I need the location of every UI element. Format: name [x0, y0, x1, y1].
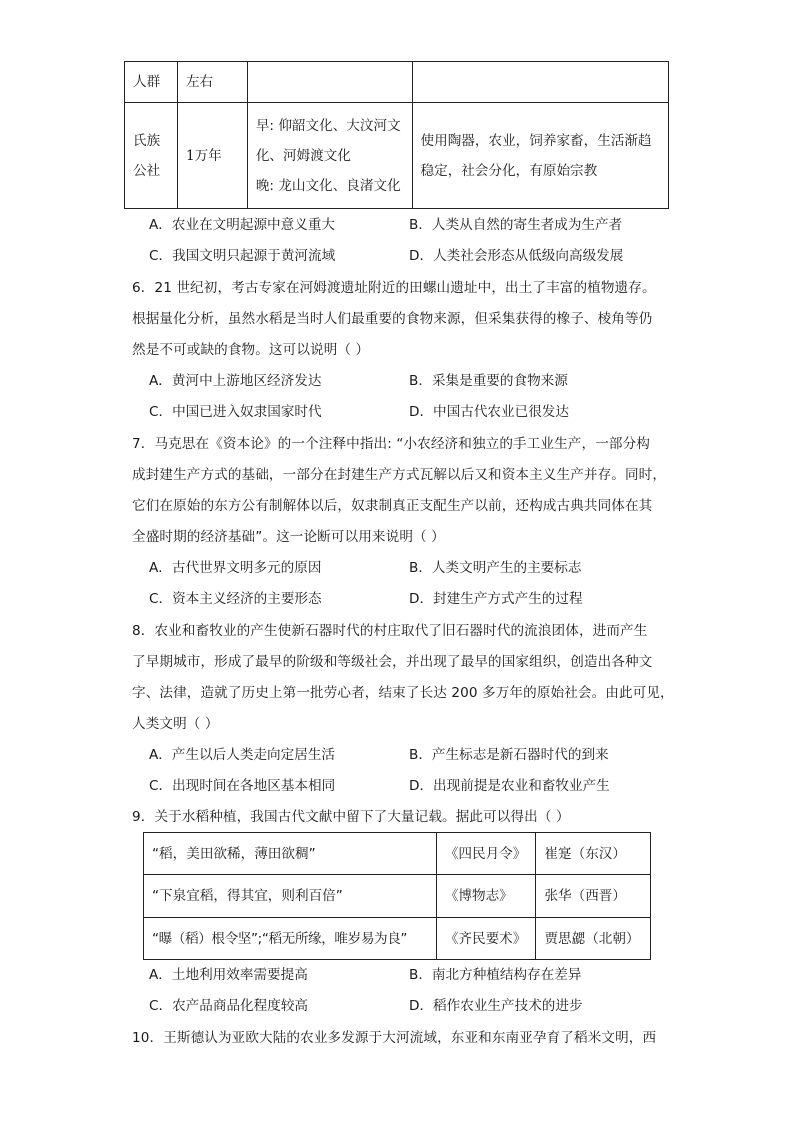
q7-option-d[interactable]: D．封建生产方式产生的过程: [409, 591, 583, 607]
q9-option-d[interactable]: D．稻作农业生产技术的进步: [409, 998, 583, 1014]
q7-option-b[interactable]: B．人类文明产生的主要标志: [409, 560, 582, 576]
table-cell: [412, 62, 668, 103]
q6-stem-line: 6．21 世纪初，考古专家在河姆渡遗址附近的田螺山遗址中，出土了丰富的植物遗存。: [132, 280, 656, 296]
table-cell: 《博物志》: [436, 875, 536, 918]
q8-stem-line: 8．农业和畜牧业的产生使新石器时代的村庄取代了旧石器时代的流浪团体，进而产生: [132, 623, 648, 639]
q6-option-c[interactable]: C．中国已进入奴隶国家时代: [149, 404, 322, 420]
q7-stem-line: 成封建生产方式的基础，一部分在封建生产方式瓦解以后又和资本主义生产并存。同时，: [132, 467, 667, 483]
q9-option-a[interactable]: A．土地利用效率需要提高: [149, 967, 308, 983]
q8-option-b[interactable]: B．产生标志是新石器时代的到来: [409, 747, 609, 763]
q8-stem-line: 了早期城市，形成了最早的阶级和等级社会，并出现了最早的国家组织，创造出各种文: [132, 654, 653, 670]
q8-option-a[interactable]: A．产生以后人类走向定居生活: [149, 747, 336, 763]
q8-option-d[interactable]: D．出现前提是农业和畜牧业产生: [409, 778, 610, 794]
q6-option-b[interactable]: B．采集是重要的食物来源: [409, 373, 568, 389]
table-cell: 人群: [125, 62, 178, 103]
table-cell: 《齐民要术》: [436, 918, 536, 960]
q6-stem-line: 然是不可或缺的食物。这可以说明（ ）: [132, 342, 370, 358]
table-cell: [125, 103, 178, 209]
table-cell: “稻，美田欲稀，薄田欲稠”: [144, 833, 437, 875]
q5-option-c[interactable]: C．我国文明只起源于黄河流域: [149, 248, 336, 264]
table-cell: 崔寔（东汉）: [536, 833, 651, 875]
table-cell: [247, 103, 412, 209]
q10-stem-line: 10．王斯德认为亚欧大陆的农业多发源于大河流域，东亚和东南亚孕育了稻米文明，西: [132, 1030, 657, 1046]
table-row: [144, 875, 651, 918]
q7-stem-line: 全盛时期的经济基础”。这一论断可以用来说明（ ）: [132, 529, 445, 545]
q5-option-a[interactable]: A．农业在文明起源中意义重大: [149, 217, 336, 233]
culture-table: [124, 61, 669, 209]
q8-option-c[interactable]: C．出现时间在各地区基本相同: [149, 778, 336, 794]
table-cell: “曝（稻）根令坚”;“稻无所缘，唯岁易为良”: [144, 918, 437, 960]
table-cell: [247, 62, 412, 103]
cell-line: 晚: 龙山文化、良渚文化: [255, 177, 401, 194]
q5-option-d[interactable]: D．人类社会形态从低级向高级发展: [409, 248, 624, 264]
q6-option-a[interactable]: A．黄河中上游地区经济发达: [149, 373, 322, 389]
table-row: [125, 62, 669, 103]
table-cell: 《四民月令》: [436, 833, 536, 875]
q6-option-d[interactable]: D．中国古代农业已很发达: [409, 404, 569, 420]
table-cell: 左右: [177, 62, 247, 103]
table-row: [125, 103, 669, 209]
table-cell: “下泉宜稻，得其宜，则利百倍”: [144, 875, 437, 918]
q7-stem-line: 7．马克思在《资本论》的一个注释中指出: “小农经济和独立的手工业生产，一部分构: [132, 436, 650, 452]
q9-option-b[interactable]: B．南北方种植结构存在差异: [409, 967, 582, 983]
table-row: [144, 918, 651, 960]
cell-line: 早: 仰韶文化、大汶河文化、河姆渡文化: [255, 117, 401, 164]
table-cell: 张华（西晋）: [536, 875, 651, 918]
q6-stem-line: 根据量化分析，虽然水稻是当时人们最重要的食物来源，但采集获得的橡子、棱角等仍: [132, 311, 653, 327]
q5-option-b[interactable]: B．人类从自然的寄生者成为生产者: [409, 217, 623, 233]
q7-option-c[interactable]: C．资本主义经济的主要形态: [149, 591, 322, 607]
q9-option-c[interactable]: C．农产品商品化程度较高: [149, 998, 309, 1014]
q7-stem-line: 它们在原始的东方公有制解体以后，奴隶制真正支配生产以前，还构成古典共同体在其: [132, 498, 653, 514]
q8-stem-line: 字、法律，造就了历史上第一批劳心者，结束了长达 200 多万年的原始社会。由此可见，: [132, 685, 674, 701]
table-row: [144, 833, 651, 875]
table-cell: 贾思勰（北朝）: [536, 918, 651, 960]
q9-stem: 9．关于水稻种植，我国古代文献中留下了大量记载。据此可以得出（ ）: [132, 809, 570, 825]
q7-option-a[interactable]: A．古代世界文明多元的原因: [149, 560, 322, 576]
q8-stem-line: 人类文明（ ）: [132, 716, 219, 732]
cell-text: 氏族公社: [133, 132, 161, 179]
rice-records-table: [143, 832, 651, 960]
table-cell: 1万年: [177, 103, 247, 209]
table-cell: 使用陶器，农业，饲养家畜，生活渐趋稳定，社会分化，有原始宗教: [412, 103, 668, 209]
